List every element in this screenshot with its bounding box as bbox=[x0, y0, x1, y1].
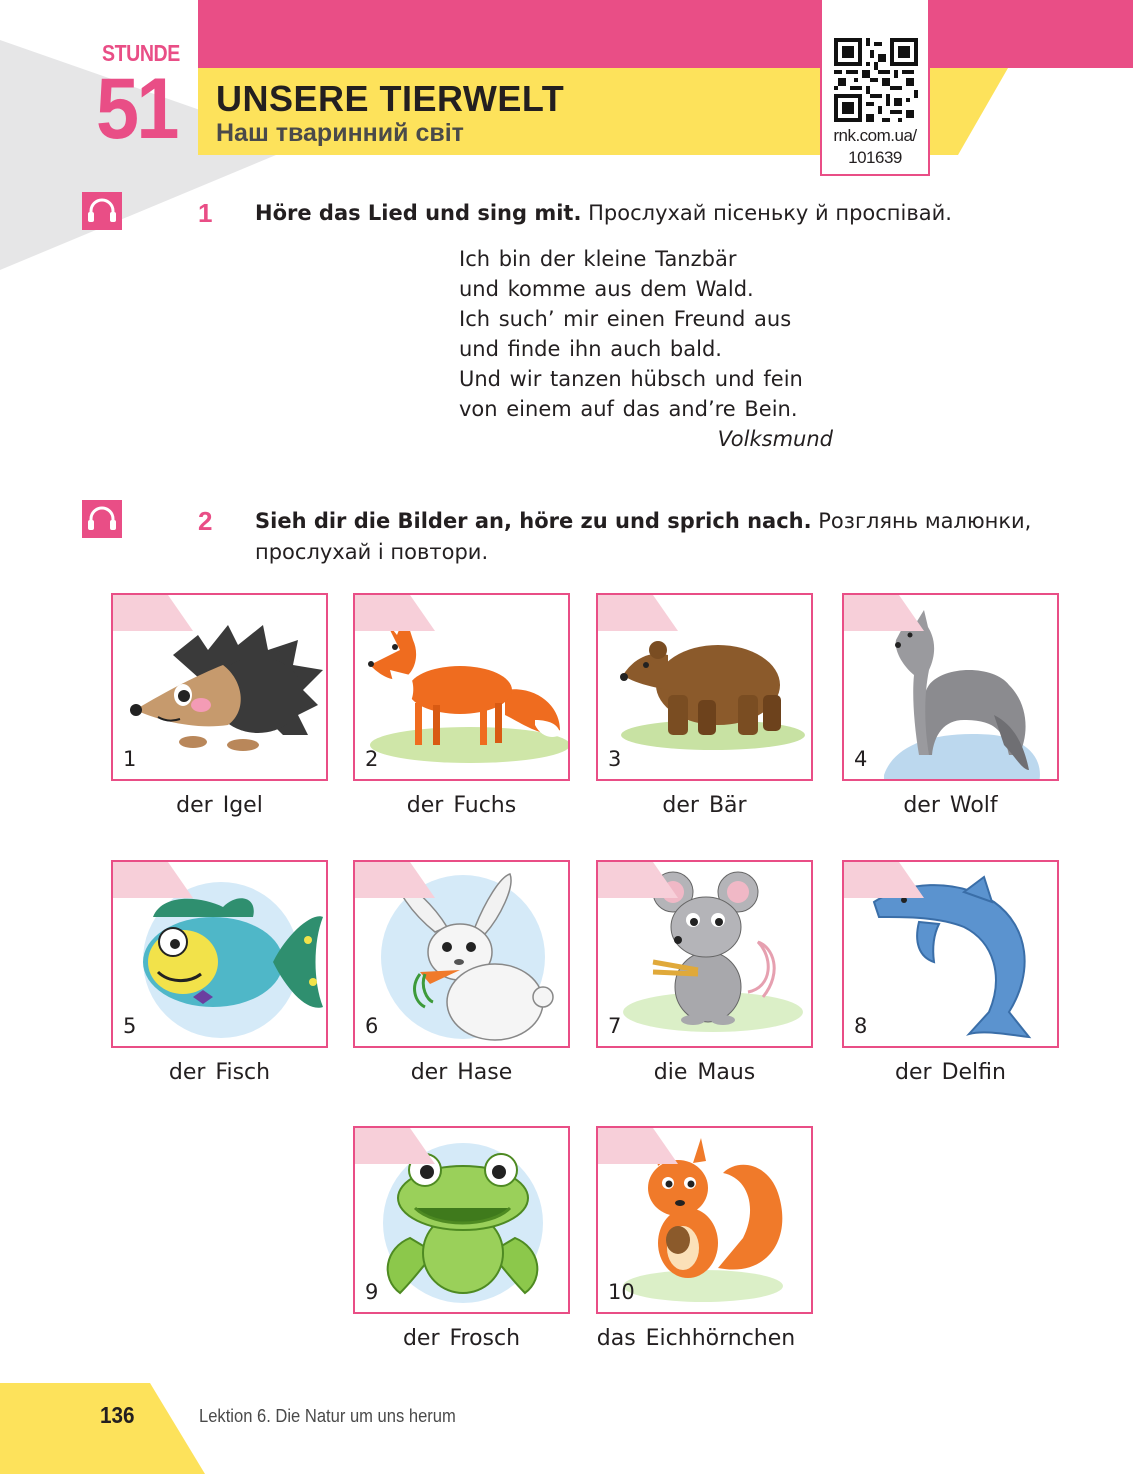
number-tab bbox=[355, 595, 435, 631]
pink-header-band bbox=[198, 0, 1133, 68]
number-tab bbox=[598, 1128, 678, 1164]
song-line: Ich such’ mir einen Freund aus bbox=[459, 307, 792, 331]
animal-label: der Fuchs bbox=[406, 793, 517, 818]
stunde-number: 51 bbox=[96, 61, 177, 157]
card-number: 2 bbox=[365, 747, 379, 771]
card-number: 6 bbox=[365, 1014, 379, 1038]
song-line: und finde ihn auch bald. bbox=[459, 337, 722, 361]
animal-card-fish[interactable] bbox=[111, 860, 328, 1048]
song-text bbox=[459, 244, 833, 454]
exercise-1-number: 1 bbox=[198, 198, 213, 228]
exercise-2-instruction-ua: Розглянь малюнки, bbox=[818, 509, 1032, 533]
exercise-2-instruction-ua-cont: прослухай і повтори. bbox=[255, 540, 489, 564]
qr-code-card[interactable] bbox=[820, 0, 930, 176]
animal-label: der Frosch bbox=[402, 1326, 521, 1351]
song-line: Und wir tanzen hübsch und fein bbox=[459, 367, 803, 391]
page-number: 136 bbox=[100, 1402, 135, 1428]
card-number: 10 bbox=[608, 1280, 635, 1304]
headphones-icon[interactable] bbox=[82, 500, 122, 538]
animal-label: der Delfin bbox=[895, 1060, 1006, 1085]
number-tab bbox=[113, 862, 193, 898]
song-line: von einem auf das and’re Bein. bbox=[459, 397, 798, 421]
animal-card-dolphin[interactable] bbox=[842, 860, 1059, 1048]
animal-label: der Bär bbox=[662, 793, 747, 818]
song-line: und komme aus dem Wald. bbox=[459, 277, 754, 301]
page-subtitle: Наш тваринний світ bbox=[216, 119, 464, 147]
animal-card-hedgehog[interactable] bbox=[111, 593, 328, 781]
animal-label: der Wolf bbox=[903, 793, 998, 818]
card-number: 9 bbox=[365, 1280, 379, 1304]
animal-card-fox[interactable] bbox=[353, 593, 570, 781]
animal-label: das Eichhörnchen bbox=[596, 1326, 796, 1351]
animal-label: die Maus bbox=[653, 1060, 756, 1085]
song-line: Ich bin der kleine Tanzbär bbox=[459, 247, 737, 271]
card-number: 5 bbox=[123, 1014, 137, 1038]
card-number: 1 bbox=[123, 747, 137, 771]
card-number: 7 bbox=[608, 1014, 622, 1038]
animal-label: der Hase bbox=[410, 1060, 513, 1085]
qr-caption-link[interactable]: rnk.com.ua/ bbox=[833, 126, 917, 145]
stunde-label: STUNDE bbox=[102, 40, 180, 66]
page-title: UNSERE TIERWELT bbox=[216, 78, 565, 119]
number-tab bbox=[598, 862, 678, 898]
number-tab bbox=[598, 595, 678, 631]
exercise-1-instruction bbox=[255, 198, 952, 229]
animal-card-squirrel[interactable] bbox=[596, 1126, 813, 1314]
song-author: Volksmund bbox=[717, 427, 833, 451]
number-tab bbox=[355, 1128, 435, 1164]
animal-label: der Igel bbox=[176, 793, 263, 818]
animal-card-bear[interactable] bbox=[596, 593, 813, 781]
number-tab bbox=[355, 862, 435, 898]
exercise-1-instruction-ua: Прослухай пісеньку й проспівай. bbox=[588, 201, 952, 225]
exercise-1-instruction-de: Höre das Lied und sing mit. bbox=[255, 201, 582, 225]
qr-caption-code: 101639 bbox=[848, 148, 902, 167]
headphones-icon[interactable] bbox=[82, 192, 122, 230]
animal-label: der Fisch bbox=[168, 1060, 271, 1085]
card-number: 3 bbox=[608, 747, 622, 771]
number-tab bbox=[844, 862, 924, 898]
card-number: 4 bbox=[854, 747, 868, 771]
exercise-2-instruction bbox=[255, 506, 1065, 568]
animal-card-frog[interactable] bbox=[353, 1126, 570, 1314]
number-tab bbox=[844, 595, 924, 631]
exercise-2-number: 2 bbox=[198, 506, 213, 536]
number-tab bbox=[113, 595, 193, 631]
animal-card-wolf[interactable] bbox=[842, 593, 1059, 781]
qr-code-icon bbox=[834, 38, 918, 122]
animal-card-mouse[interactable] bbox=[596, 860, 813, 1048]
footer-lesson-text: Lektion 6. Die Natur um uns herum bbox=[199, 1406, 456, 1426]
animal-card-hare[interactable] bbox=[353, 860, 570, 1048]
card-number: 8 bbox=[854, 1014, 868, 1038]
exercise-2-instruction-de: Sieh dir die Bilder an, höre zu und sprich nach. bbox=[255, 509, 812, 533]
